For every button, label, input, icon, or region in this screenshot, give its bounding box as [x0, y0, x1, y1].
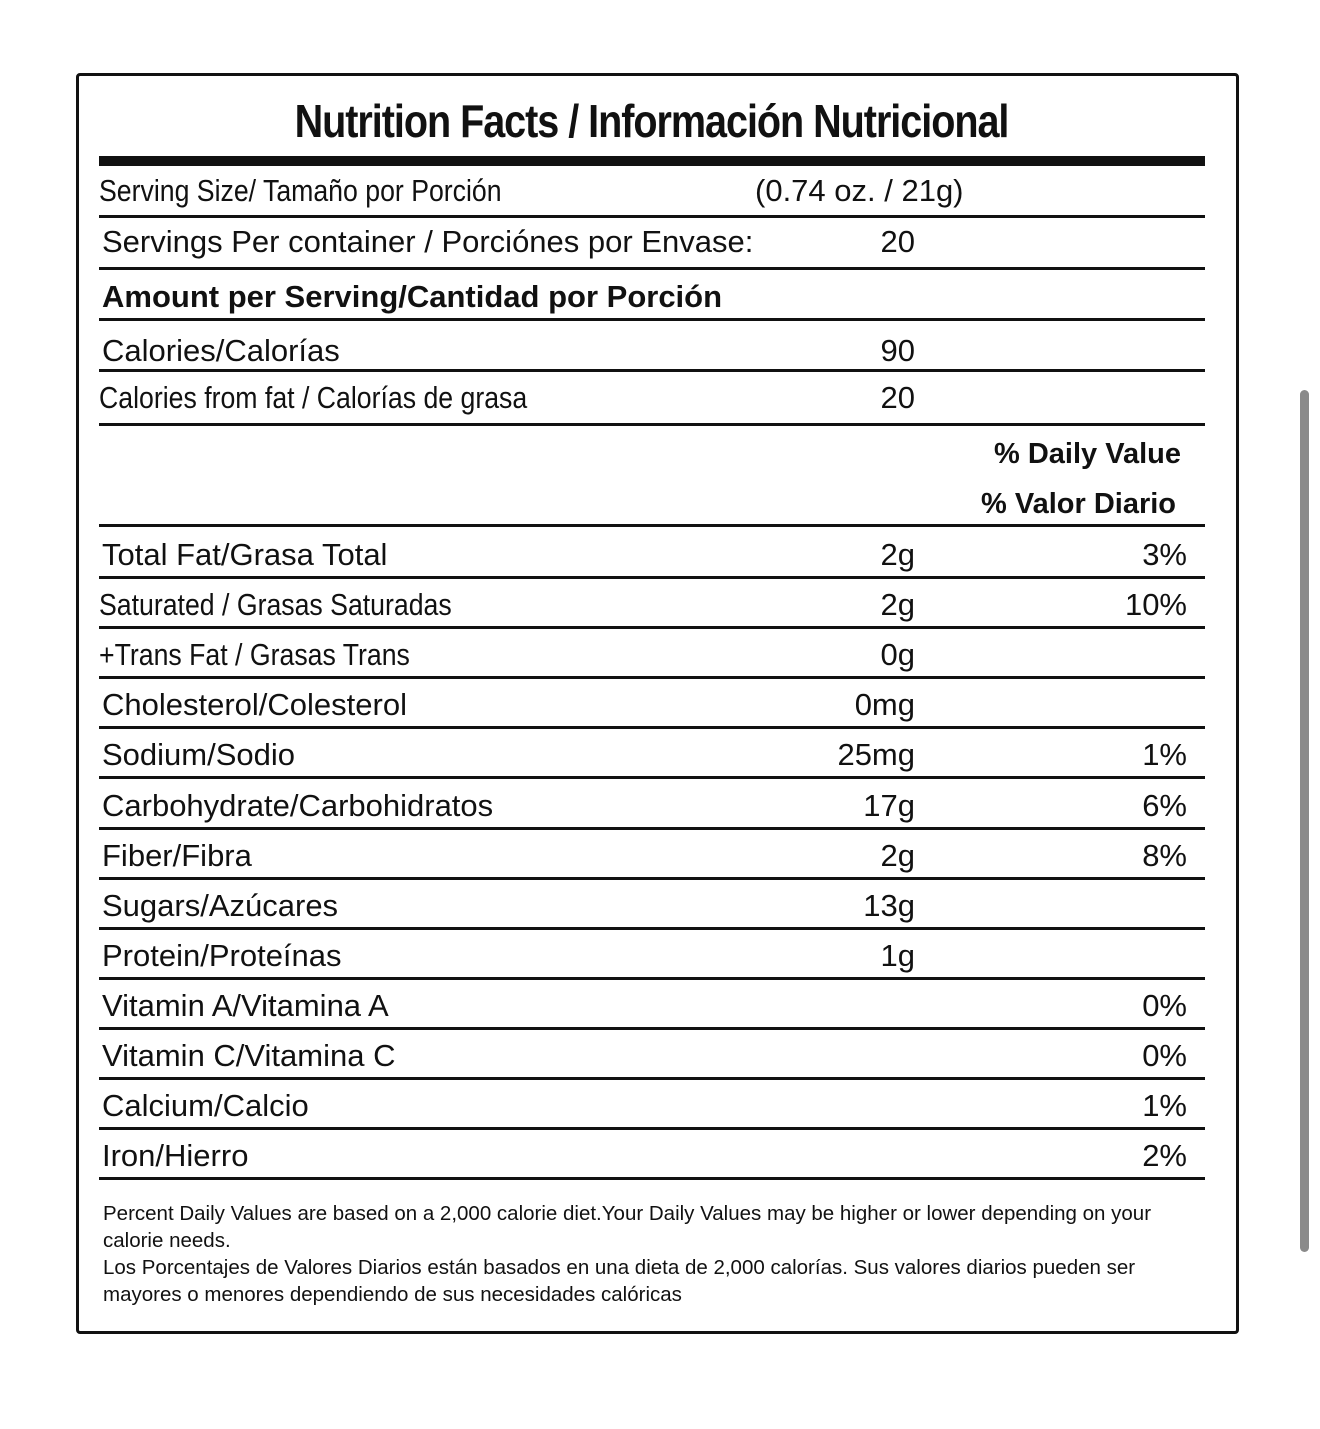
- divider: [99, 726, 1205, 729]
- nutrient-amount: 2g: [880, 537, 915, 572]
- nutrient-row: [99, 1136, 1205, 1176]
- amount-per-serving-row: [99, 277, 1205, 317]
- nutrient-name: Iron/Hierro: [102, 1138, 249, 1173]
- servings-per-container-label: Servings Per container / Porciónes por Envase:: [102, 224, 754, 259]
- divider: [99, 423, 1205, 426]
- divider: [99, 524, 1205, 527]
- nutrient-name: +Trans Fat / Grasas Trans: [99, 637, 410, 672]
- footnote-en: Percent Daily Values are based on a 2,000 calorie diet.Your Daily Values may be higher or lower depending on your calorie needs.: [103, 1202, 1152, 1252]
- nutrient-name: Saturated / Grasas Saturadas: [99, 587, 452, 622]
- nutrient-name: Sodium/Sodio: [102, 737, 296, 772]
- nutrient-amount: 1g: [880, 938, 915, 973]
- divider: [99, 827, 1205, 830]
- nutrient-row: [99, 836, 1205, 876]
- nutrient-daily-value: 3%: [1142, 537, 1187, 572]
- nutrient-name: Protein/Proteínas: [102, 938, 342, 973]
- nutrient-daily-value: 10%: [1124, 587, 1187, 622]
- nutrient-amount: 0g: [880, 637, 915, 672]
- calories-from-fat-label: Calories from fat / Calorías de grasa: [99, 380, 528, 415]
- divider: [99, 318, 1205, 321]
- nutrition-label: [76, 73, 1239, 1334]
- nutrient-row: [99, 635, 1205, 675]
- nutrient-name: Calcium/Calcio: [102, 1088, 309, 1123]
- nutrient-name: Vitamin C/Vitamina C: [102, 1038, 396, 1073]
- divider: [99, 215, 1205, 218]
- nutrient-amount: 0mg: [854, 687, 915, 722]
- label-title: Nutrition Facts / Información Nutricional: [294, 95, 1009, 147]
- nutrient-daily-value: 1%: [1142, 1088, 1187, 1123]
- divider: [99, 369, 1205, 372]
- amount-per-serving-heading: Amount per Serving/Cantidad por Porción: [102, 279, 723, 314]
- nutrient-row: [99, 786, 1205, 826]
- nutrient-name: Vitamin A/Vitamina A: [102, 988, 389, 1023]
- nutrient-amount: 13g: [863, 888, 915, 923]
- footnote-es: Los Porcentajes de Valores Diarios están basados en una dieta de 2,000 calorías. Sus valores diarios pueden ser mayores o menores dependiendo de sus necesidades calóricas: [103, 1256, 1136, 1306]
- footnote: [103, 1200, 1213, 1308]
- nutrient-row: [99, 886, 1205, 926]
- serving-size-label: Serving Size/ Tamaño por Porción: [99, 173, 502, 208]
- divider: [99, 267, 1205, 270]
- nutrient-row: [99, 1086, 1205, 1126]
- nutrient-row: [99, 735, 1205, 775]
- calories-value: 90: [880, 333, 915, 368]
- nutrient-name: Cholesterol/Colesterol: [102, 687, 407, 722]
- servings-per-container-value: 20: [880, 224, 915, 259]
- nutrient-row: [99, 535, 1205, 575]
- calories-from-fat-row: [99, 378, 1205, 418]
- nutrient-row: [99, 685, 1205, 725]
- nutrient-row: [99, 936, 1205, 976]
- divider: [99, 1177, 1205, 1180]
- nutrient-name: Carbohydrate/Carbohidratos: [102, 788, 494, 823]
- servings-per-container-row: [99, 222, 1205, 262]
- divider: [99, 927, 1205, 930]
- nutrient-amount: 25mg: [837, 737, 915, 772]
- divider: [99, 1077, 1205, 1080]
- divider: [99, 977, 1205, 980]
- nutrient-amount: 2g: [880, 587, 915, 622]
- divider: [99, 877, 1205, 880]
- divider: [99, 776, 1205, 779]
- nutrient-name: Total Fat/Grasa Total: [102, 537, 388, 572]
- nutrient-daily-value: 0%: [1142, 988, 1187, 1023]
- nutrient-name: Fiber/Fibra: [102, 838, 252, 873]
- title-divider: [99, 156, 1205, 166]
- daily-value-header-es: % Valor Diario: [980, 488, 1176, 520]
- serving-size-value: (0.74 oz. / 21g): [755, 173, 964, 208]
- nutrient-daily-value: 1%: [1142, 737, 1187, 772]
- nutrient-row: [99, 1036, 1205, 1076]
- nutrient-name: Sugars/Azúcares: [102, 888, 339, 923]
- nutrient-amount: 17g: [863, 788, 915, 823]
- nutrient-daily-value: 2%: [1142, 1138, 1187, 1173]
- serving-size-row: [99, 171, 1205, 211]
- nutrient-daily-value: 8%: [1142, 838, 1187, 873]
- daily-value-header-en: % Daily Value: [994, 438, 1181, 470]
- nutrient-amount: 2g: [880, 838, 915, 873]
- divider: [99, 676, 1205, 679]
- calories-label: Calories/Calorías: [102, 333, 340, 368]
- calories-from-fat-value: 20: [880, 380, 915, 415]
- calories-row: [99, 331, 1205, 371]
- nutrient-row: [99, 585, 1205, 625]
- nutrient-daily-value: 0%: [1142, 1038, 1187, 1073]
- nutrient-daily-value: 6%: [1142, 788, 1187, 823]
- divider: [99, 1127, 1205, 1130]
- divider: [99, 1027, 1205, 1030]
- nutrient-row: [99, 986, 1205, 1026]
- vertical-scrollbar[interactable]: [1300, 390, 1309, 1252]
- divider: [99, 626, 1205, 629]
- divider: [99, 576, 1205, 579]
